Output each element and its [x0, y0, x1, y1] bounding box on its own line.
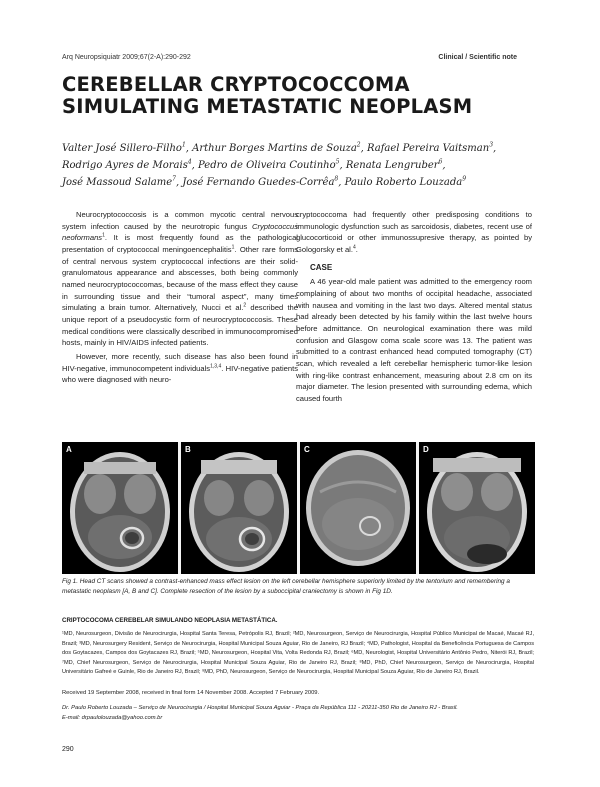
ct-scan-b — [181, 442, 297, 574]
author-affil-mark: 9 — [462, 175, 467, 183]
author: Pedro de Oliveira Coutinho — [198, 160, 336, 171]
panel-label: A — [66, 445, 72, 454]
body-column-right — [296, 209, 532, 405]
portuguese-short-title: CRIPTOCOCOMA CEREBELAR SIMULANDO NEOPLASIA METASTÁTICA. — [62, 617, 278, 624]
text-run: described the unique report of a pseudocystic form of neurocryptococcosis. These medical conditions were classically described in immunocompromised hosts, mainly in HIV/AIDS infected patients. — [62, 303, 299, 348]
citation-mark: 1 — [231, 244, 235, 251]
ct-scan-d — [419, 442, 535, 574]
body-column-left — [62, 209, 298, 386]
author-affil-mark: 6 — [438, 158, 443, 166]
author-affil-mark: 2 — [356, 141, 361, 149]
panel-label: C — [304, 445, 310, 454]
author: Valter José Sillero-Filho — [62, 143, 182, 154]
author: Rodrigo Ayres de Morais — [62, 160, 188, 171]
paragraph-case: A 46 year-old male patient was admitted to the emergency room complaining of about two months of occipital headache, associated with nausea and vomiting in the last two days. Altered mental status had already been detected by his family within the last twelve hours before admittance. On neurological examination there was mild confusion and Glasgow coma scale score was 13. The patient was submitted to a contrast enhanced head computed tomography (CT) scan, which revealed a left cerebellar hemispheric tumor-like lesion with ring-like contrast enhancement, measuring about 2.8 cm on its major diameter. The lesion presented with surrounding edema, which caused fourth — [296, 277, 532, 403]
correspondence-address: Dr. Paulo Roberto Louzada – Serviço de Neurocirurgia / Hospital Municipal Souza Aguiar - Praça da República 111 - 20211-350 Rio de Janeiro RJ - Brasil. — [62, 705, 458, 711]
species-name: Cryptococcus neoformans — [62, 221, 298, 243]
received-dates: Received 19 September 2008, received in final form 14 November 2008. Accepted 7 February 2009. — [62, 690, 320, 696]
author-affil-mark: 1 — [181, 141, 186, 149]
correspondence-email: E-mail: drpaulolouzada@yahoo.com.br — [62, 714, 163, 721]
text-run: . — [355, 244, 358, 254]
author: Paulo Roberto Louzada — [344, 177, 463, 188]
text-run: Neurocryptococcosis is a common mycotic central nervous system infection caused by the neurotropic fungus — [62, 210, 298, 231]
author-affil-mark: 3 — [489, 141, 494, 149]
text-run: . HIV-negative patients who were diagnosed with neuro- — [62, 363, 299, 385]
page-number: 290 — [62, 746, 74, 753]
text-run: . Other rare forms of central nervous system cryptococcal infections are their solid-granulomatous appearance and abscesses, both being commonly named neurocryptococcomas, because of the mass effect they cause in surrounding tissue and their “tumoral aspect”, many times simulating a brain tumor. Alternatively, Nucci et al. — [62, 244, 298, 313]
author-affil-mark: 4 — [187, 158, 192, 166]
ct-scan-figure — [62, 442, 535, 574]
author-affil-mark: 5 — [335, 158, 340, 166]
journal-citation: Arq Neuropsiquiatr 2009;67(2-A):290-292 — [62, 54, 191, 61]
article-title — [62, 74, 482, 118]
paragraph-intro — [62, 209, 298, 349]
correspondence — [62, 704, 534, 723]
text-run: However, more recently, such disease has also been found in HIV-negative, immunocompetent individuals — [62, 351, 298, 373]
citation-mark: 1 — [102, 232, 105, 239]
title-line-1: CEREBELLAR CRYPTOCOCCOMA — [62, 73, 410, 96]
ct-scan-a — [62, 442, 178, 574]
paragraph-hiv-negative — [62, 351, 298, 386]
author: Rafael Pereira Vaitsman — [366, 143, 490, 154]
section-label: Clinical / Scientific note — [438, 54, 517, 61]
paragraph-predisposing — [296, 209, 532, 256]
author: Arthur Borges Martins de Souza — [192, 143, 357, 154]
panel-label: B — [185, 445, 191, 454]
author-list: Valter José Sillero-Filho$^1$, Arthur Borges Martins de Souza$^2$, Rafael Pereira Vaitsman$^3$, Rodrigo Ayres de Morais$^4$, Pedro de Oliveira Coutinho$^5$, Renata Lengruber$^6$, José Massoud Salame$^7$, José Fernando Guedes-Corrêa$^8$, Paulo Roberto Louzada$^9$ — [62, 141, 497, 188]
case-heading: CASE — [310, 262, 333, 272]
ct-scan-c — [300, 442, 416, 574]
citation-mark: 2 — [243, 302, 247, 309]
citation-mark: 1,3,4 — [210, 363, 222, 369]
figure-caption: Fig 1. Head CT scans showed a contrast-enhanced mass effect lesion on the left cerebellar hemisphere superiorly limited by the tentorium and remembering a metastatic neoplasm [A, B and C]. Complete resection of the lesion by a suboccipital craniectomy is shown in Fig 1D. — [62, 578, 510, 595]
text-run: . It is most frequently found as the pathological presentation of cryptococcal meningoencephalitis — [62, 233, 298, 254]
author-affil-mark: 8 — [334, 175, 339, 183]
citation-mark: 4 — [352, 244, 356, 251]
author: José Fernando Guedes-Corrêa — [182, 177, 335, 188]
text-run: cryptococcoma had frequently other predisposing conditions to immunologic dysfunction such as sarcoidosis, diabetes, recent use of glucocorticoid or other immunossupresive therapy, as pointed by Gologorsky et al. — [296, 210, 532, 254]
panel-label: D — [423, 445, 429, 454]
author: Renata Lengruber — [345, 160, 439, 171]
title-line-2: SIMULATING METASTATIC NEOPLASM — [62, 95, 473, 118]
author-affiliations: ¹MD, Neurosurgeon, Divisão de Neurocirurgia, Hospital Santa Teresa, Petrópolis RJ, Brazil; ²MD, Neurosurgeon, Serviço de Neurocirurgia, Hospital Público Municipal de Macaé, Macaé RJ, Brazil; ³MD, Neurosurgery Resident, Serviço de Neurocirurgia, Hospital Municipal Souza Aguiar, Rio de Janeiro, RJ Brazil; ⁴MD, Pathologist, Hospital da Beneficência Portuguesa de Campos dos Goytacazes, Campos dos Goytacazes RJ, Brazil; ⁵MD, Neurosurgeon, Hospital Vita, Volta Redonda RJ, Brazil; ⁶MD, Neurologist, Hospital Universitário Antônio Pedro, Niterói RJ, Brazil; ⁷MD, Chief Neurosurgeon, Serviço de Neurocirurgia, Hospital Municipal Souza Aguiar, Rio de Janeiro RJ, Brazil; ⁸MD, PhD, Chief Neurosurgeon, Serviço de Neurocirurgia, Hospital Universitário Gafreé e Guinle, Rio de Janeiro RJ, Brazil; ⁹MD, PhD, Neurosurgeon, Serviço de Neurocirurgia, Hospital Municipal Souza Aguiar, Rio de Janeiro RJ, Brazil. — [62, 631, 534, 676]
author: José Massoud Salame — [62, 177, 173, 188]
author-affil-mark: 7 — [172, 175, 176, 183]
